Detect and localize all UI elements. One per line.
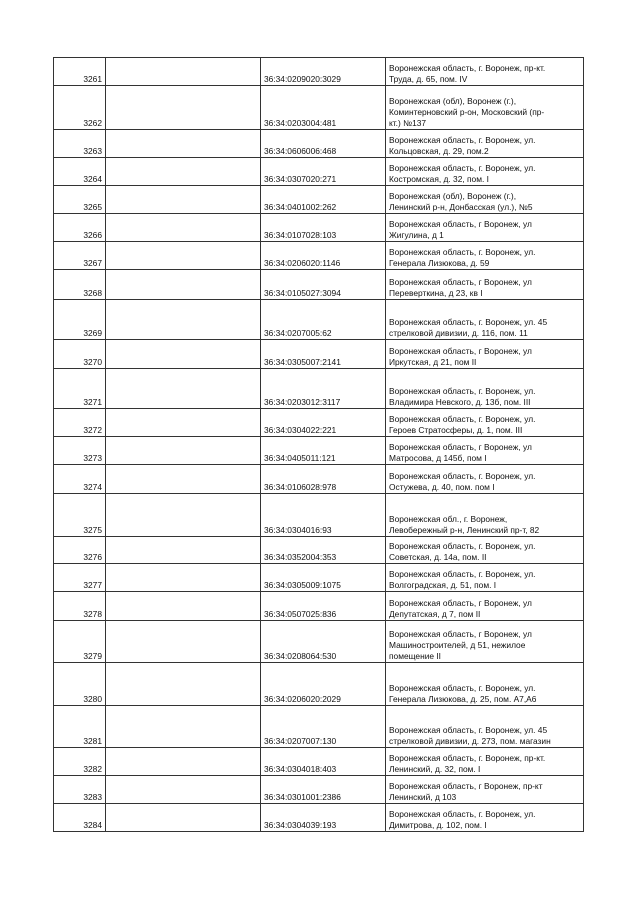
cadastral-number-cell: 36:34:0352004:353 [261, 537, 386, 564]
address-line: Воронежская область, г Воронеж, ул [389, 629, 532, 640]
address-cell [386, 369, 584, 409]
empty-cell [106, 130, 261, 158]
empty-cell [106, 369, 261, 409]
empty-cell [106, 409, 261, 437]
cadastral-number-cell: 36:34:0304016:93 [261, 494, 386, 537]
address-line: Депутатская, д 7, пом II [389, 609, 481, 620]
table-row [54, 300, 584, 340]
address-cell [386, 776, 584, 804]
empty-cell [106, 270, 261, 300]
cadastral-number-cell: 36:34:0206020:1146 [261, 242, 386, 270]
table-row [54, 58, 584, 86]
address-line: стрелковой дивизии, д. 116, пом. 11 [389, 328, 528, 339]
row-number-cell: 3272 [54, 409, 106, 437]
cadastral-number-cell: 36:34:0304018:403 [261, 748, 386, 776]
address-cell [386, 621, 584, 663]
cadastral-number-cell: 36:34:0606006:468 [261, 130, 386, 158]
cadastral-number-cell: 36:34:0307020:271 [261, 158, 386, 186]
row-number-cell: 3266 [54, 214, 106, 242]
cadastral-number-cell: 36:34:0207005:62 [261, 300, 386, 340]
row-number-cell: 3270 [54, 340, 106, 369]
address-line: Ленинский, д 103 [389, 792, 457, 803]
empty-cell [106, 242, 261, 270]
cadastral-number-cell: 36:34:0305009:1075 [261, 564, 386, 592]
address-cell [386, 409, 584, 437]
address-line: Остужева, д. 40, пом. пом I [389, 482, 495, 493]
table-row [54, 270, 584, 300]
address-line: Воронежская область, г. Воронеж, пр-кт. [389, 63, 546, 74]
address-line: Воронежская область, г. Воронеж, ул. [389, 683, 536, 694]
table-row [54, 564, 584, 592]
row-number-cell: 3262 [54, 86, 106, 130]
address-cell [386, 300, 584, 340]
empty-cell [106, 776, 261, 804]
address-line: Воронежская область, г. Воронеж, ул. [389, 247, 536, 258]
address-line: Генерала Лизюкова, д. 25, пом. А7,А6 [389, 694, 537, 705]
address-line: Волгоградская, д. 51, пом. I [389, 580, 497, 591]
address-line: Воронежская область, г. Воронеж, ул. [389, 541, 536, 552]
table-row [54, 214, 584, 242]
row-number-cell: 3275 [54, 494, 106, 537]
address-line: Воронежская область, г. Воронеж, ул. [389, 135, 536, 146]
cadastral-number-cell: 36:34:0507025:836 [261, 592, 386, 621]
empty-cell [106, 186, 261, 214]
address-line: помещение II [389, 651, 442, 662]
address-line: Воронежская область, г Воронеж, пр-кт [389, 781, 543, 792]
table-row [54, 242, 584, 270]
row-number-cell: 3281 [54, 706, 106, 748]
cadastral-number-cell: 36:34:0209020:3029 [261, 58, 386, 86]
cadastral-number-cell: 36:34:0401002:262 [261, 186, 386, 214]
empty-cell [106, 663, 261, 706]
address-cell [386, 804, 584, 832]
registry-table [53, 57, 584, 832]
address-line: Воронежская область, г. Воронеж, пр-кт. [389, 753, 546, 764]
empty-cell [106, 592, 261, 621]
empty-cell [106, 494, 261, 537]
address-line: Машиностроителей, д 51, нежилое [389, 640, 526, 651]
row-number-cell: 3267 [54, 242, 106, 270]
row-number-cell: 3277 [54, 564, 106, 592]
table-row [54, 437, 584, 465]
table-row [54, 86, 584, 130]
address-line: Коминтерновский р-он, Московский (пр- [389, 107, 545, 118]
row-number-cell: 3263 [54, 130, 106, 158]
empty-cell [106, 706, 261, 748]
empty-cell [106, 86, 261, 130]
address-line: Кольцовская, д. 29, пом.2 [389, 146, 489, 157]
table-row [54, 621, 584, 663]
address-cell [386, 706, 584, 748]
table-row [54, 340, 584, 369]
address-line: Воронежская область, г. Воронеж, ул. [389, 386, 536, 397]
empty-cell [106, 58, 261, 86]
row-number-cell: 3282 [54, 748, 106, 776]
empty-cell [106, 804, 261, 832]
cadastral-number-cell: 36:34:0301001:2386 [261, 776, 386, 804]
table-row [54, 369, 584, 409]
address-line: Матросова, д 145б, пом I [389, 453, 487, 464]
address-line: Левобережный р-н, Ленинский пр-т, 82 [389, 525, 540, 536]
address-cell [386, 158, 584, 186]
address-line: Димитрова, д. 102, пом. I [389, 820, 487, 831]
address-cell [386, 270, 584, 300]
address-line: Советская, д. 14а, пом. II [389, 552, 487, 563]
table-row [54, 409, 584, 437]
address-line: Ленинский, д. 32, пом. I [389, 764, 481, 775]
address-line: Воронежская (обл), Воронеж (г.), [389, 191, 517, 202]
row-number-cell: 3284 [54, 804, 106, 832]
cadastral-number-cell: 36:34:0207007:130 [261, 706, 386, 748]
row-number-cell: 3271 [54, 369, 106, 409]
row-number-cell: 3273 [54, 437, 106, 465]
cadastral-number-cell: 36:34:0105027:3094 [261, 270, 386, 300]
row-number-cell: 3268 [54, 270, 106, 300]
table-row [54, 748, 584, 776]
table-row [54, 130, 584, 158]
row-number-cell: 3261 [54, 58, 106, 86]
address-line: Воронежская область, г Воронеж, ул [389, 346, 532, 357]
address-cell [386, 494, 584, 537]
address-line: Воронежская область, г. Воронеж, ул. [389, 471, 536, 482]
empty-cell [106, 340, 261, 369]
address-line: Героев Стратосферы, д. 1, пом. III [389, 425, 523, 436]
address-cell [386, 748, 584, 776]
table-row [54, 465, 584, 494]
address-cell [386, 663, 584, 706]
address-cell [386, 592, 584, 621]
address-line: Воронежская область, г Воронеж, ул [389, 219, 532, 230]
address-cell [386, 465, 584, 494]
address-line: Воронежская область, г. Воронеж, ул. [389, 414, 536, 425]
table-row [54, 663, 584, 706]
row-number-cell: 3274 [54, 465, 106, 494]
address-line: Воронежская обл., г. Воронеж, [389, 514, 508, 525]
address-line: Воронежская область, г. Воронеж, ул. [389, 163, 536, 174]
table-row [54, 592, 584, 621]
row-number-cell: 3283 [54, 776, 106, 804]
address-line: Труда, д. 65, пом. IV [389, 74, 468, 85]
table-row [54, 537, 584, 564]
address-line: Переверткина, д 23, кв I [389, 288, 483, 299]
table-row [54, 706, 584, 748]
address-line: Ленинский р-н, Донбасская (ул.), №5 [389, 202, 533, 213]
cadastral-number-cell: 36:34:0107028:103 [261, 214, 386, 242]
registry-body [54, 58, 584, 832]
address-line: Воронежская область, г. Воронеж, ул. [389, 569, 536, 580]
table-row [54, 804, 584, 832]
empty-cell [106, 158, 261, 186]
address-cell [386, 130, 584, 158]
row-number-cell: 3279 [54, 621, 106, 663]
address-line: Воронежская область, г Воронеж, ул [389, 442, 532, 453]
address-line: Костромская, д. 32, пом. I [389, 174, 489, 185]
row-number-cell: 3265 [54, 186, 106, 214]
address-cell [386, 86, 584, 130]
address-cell [386, 437, 584, 465]
address-line: Иркутская, д 21, пом II [389, 357, 477, 368]
cadastral-number-cell: 36:34:0305007:2141 [261, 340, 386, 369]
empty-cell [106, 465, 261, 494]
empty-cell [106, 214, 261, 242]
address-cell [386, 242, 584, 270]
table-row [54, 776, 584, 804]
address-cell [386, 58, 584, 86]
empty-cell [106, 437, 261, 465]
cadastral-number-cell: 36:34:0304022:221 [261, 409, 386, 437]
address-cell [386, 214, 584, 242]
cadastral-number-cell: 36:34:0405011:121 [261, 437, 386, 465]
cadastral-number-cell: 36:34:0203004:481 [261, 86, 386, 130]
cadastral-number-cell: 36:34:0208064:530 [261, 621, 386, 663]
address-line: Воронежская область, г Воронеж, ул [389, 598, 532, 609]
cadastral-number-cell: 36:34:0106028:978 [261, 465, 386, 494]
address-line: Воронежская область, г Воронеж, ул [389, 277, 532, 288]
address-line: Генерала Лизюкова, д. 59 [389, 258, 490, 269]
address-cell [386, 186, 584, 214]
row-number-cell: 3276 [54, 537, 106, 564]
address-line: Воронежская область, г. Воронеж, ул. 45 [389, 317, 548, 328]
address-line: Воронежская область, г. Воронеж, ул. [389, 809, 536, 820]
table-row [54, 494, 584, 537]
cadastral-number-cell: 36:34:0206020:2029 [261, 663, 386, 706]
address-cell [386, 564, 584, 592]
address-cell [386, 340, 584, 369]
address-line: Воронежская (обл), Воронеж (г.), [389, 96, 517, 107]
row-number-cell: 3278 [54, 592, 106, 621]
empty-cell [106, 300, 261, 340]
address-line: Воронежская область, г. Воронеж, ул. 45 [389, 725, 548, 736]
table-row [54, 186, 584, 214]
address-line: стрелковой дивизии, д. 273, пом. магазин [389, 736, 551, 747]
empty-cell [106, 537, 261, 564]
empty-cell [106, 564, 261, 592]
address-line: кт.) №137 [389, 118, 427, 129]
table-row [54, 158, 584, 186]
empty-cell [106, 748, 261, 776]
address-cell [386, 537, 584, 564]
row-number-cell: 3280 [54, 663, 106, 706]
address-line: Жигулина, д 1 [389, 230, 444, 241]
address-line: Владимира Невского, д. 13б, пом. III [389, 397, 531, 408]
row-number-cell: 3264 [54, 158, 106, 186]
row-number-cell: 3269 [54, 300, 106, 340]
empty-cell [106, 621, 261, 663]
cadastral-number-cell: 36:34:0203012:3117 [261, 369, 386, 409]
cadastral-number-cell: 36:34:0304039:193 [261, 804, 386, 832]
